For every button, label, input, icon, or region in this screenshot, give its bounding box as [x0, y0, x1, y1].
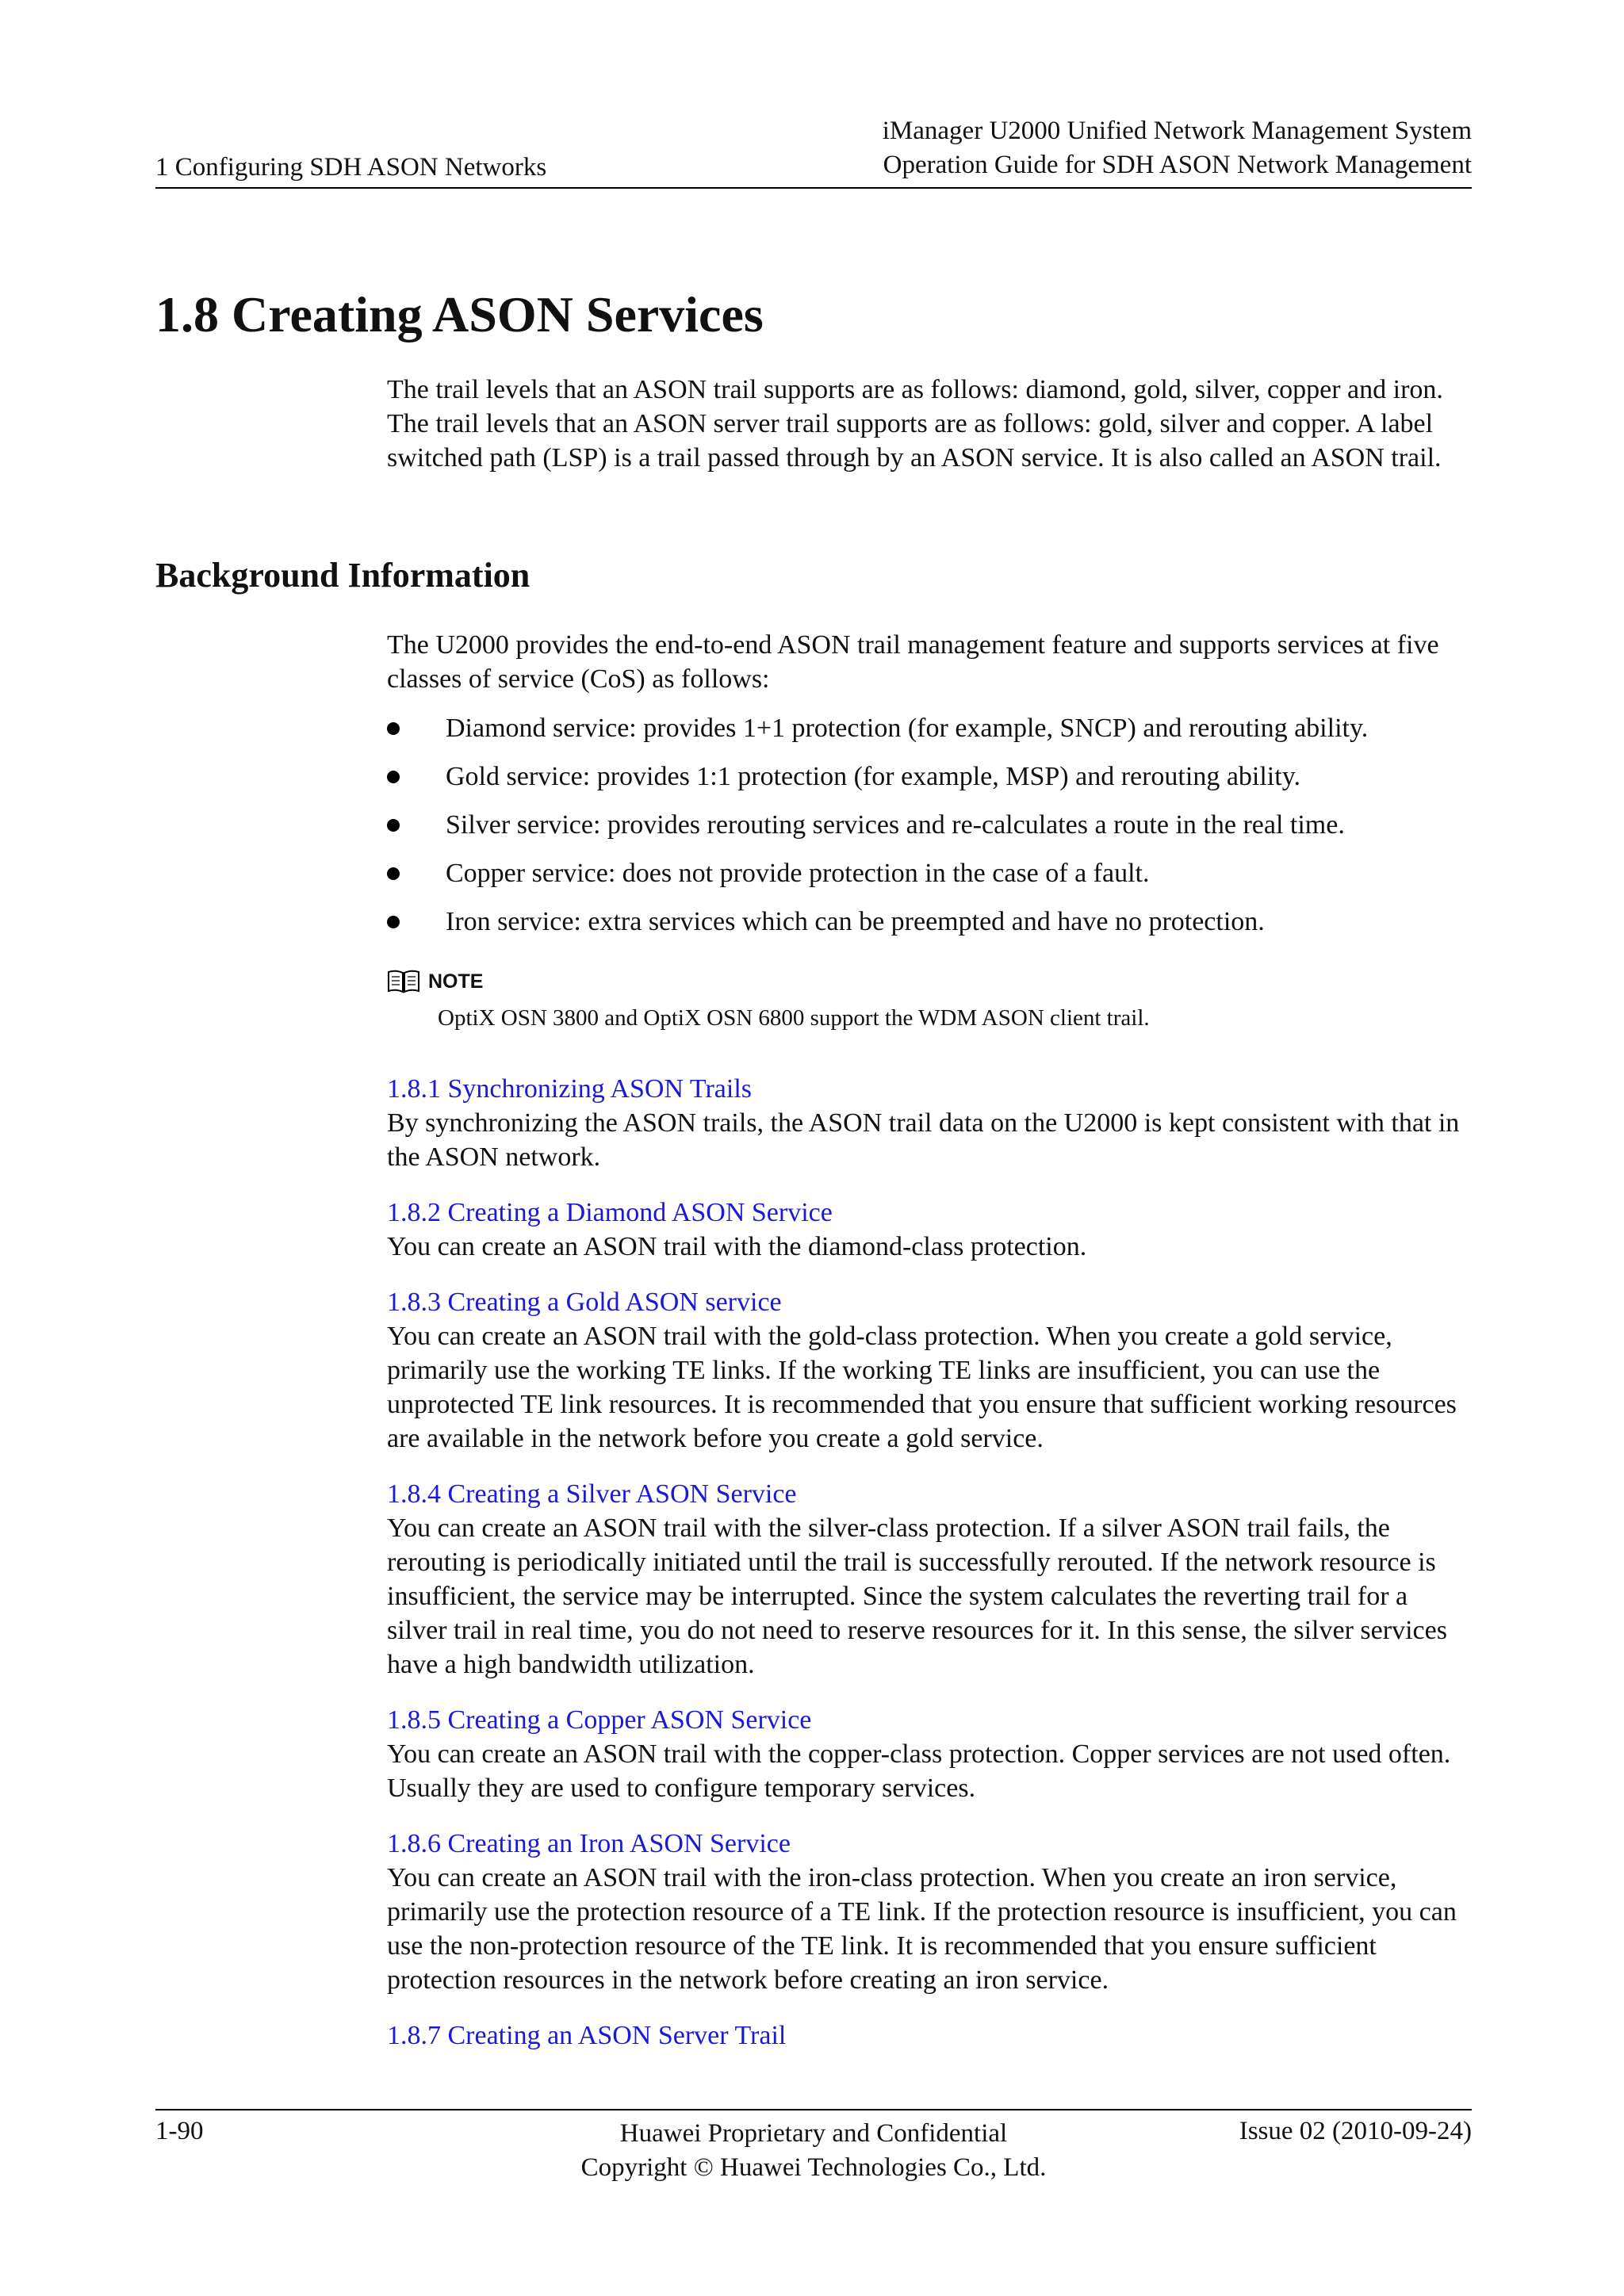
note-header	[387, 969, 1473, 994]
book-icon	[387, 969, 420, 994]
subsection-link-gold[interactable]: 1.8.3 Creating a Gold ASON service	[387, 1288, 782, 1317]
page-title: 1.8 Creating ASON Services	[155, 286, 764, 342]
subsection-item	[387, 1285, 1473, 1456]
subsection-link-synchronizing[interactable]: 1.8.1 Synchronizing ASON Trails	[387, 1074, 752, 1104]
subsection-description: You can create an ASON trail with the diamond-class protection.	[387, 1232, 1087, 1261]
issue-date: Issue 02 (2010-09-24)	[1239, 2117, 1472, 2145]
footer-copyright-line: Copyright © Huawei Technologies Co., Ltd.	[580, 2153, 1047, 2182]
bullet-icon	[387, 819, 400, 832]
subsection-link-silver[interactable]: 1.8.4 Creating a Silver ASON Service	[387, 1479, 797, 1509]
header-product-line1: iManager U2000 Unified Network Management System	[882, 117, 1472, 145]
bullet-icon	[387, 722, 400, 735]
page-header	[155, 119, 1472, 189]
list-item	[387, 709, 1473, 757]
list-item-text: Copper service: does not provide protection in the case of a fault.	[446, 859, 1150, 888]
subsection-item	[387, 1477, 1473, 1682]
bullet-icon	[387, 867, 400, 880]
cos-list	[387, 709, 1473, 951]
list-item	[387, 757, 1473, 806]
note-box	[387, 969, 1473, 1031]
note-text: OptiX OSN 3800 and OptiX OSN 6800 support the WDM ASON client trail.	[438, 1005, 1150, 1031]
subsection-description: By synchronizing the ASON trails, the ASON trail data on the U2000 is kept consistent with that in the ASON network.	[387, 1108, 1460, 1172]
subsection-link-iron[interactable]: 1.8.6 Creating an Iron ASON Service	[387, 1829, 791, 1858]
header-product	[883, 114, 1472, 182]
subsection-description: You can create an ASON trail with the gold-class protection. When you create a gold service, primarily use the working TE links. If the working TE links are insufficient, you can use the unprotected TE link resources. It is recommended that you ensure that sufficient working resources are available in the network before you create a gold service.	[387, 1322, 1457, 1453]
page-number: 1-90	[155, 2117, 204, 2145]
subsection-link-diamond[interactable]: 1.8.2 Creating a Diamond ASON Service	[387, 1198, 833, 1227]
subsection-description: You can create an ASON trail with the copper-class protection. Copper services are not used often. Usually they are used to configure temporary services.	[387, 1739, 1451, 1803]
list-item-text: Diamond service: provides 1+1 protection (for example, SNCP) and rerouting ability.	[446, 714, 1369, 743]
list-item	[387, 806, 1473, 854]
header-chapter: 1 Configuring SDH ASON Networks	[155, 153, 547, 182]
subsection-item	[387, 1703, 1473, 1805]
note-label: NOTE	[428, 970, 484, 993]
subsection-link-copper[interactable]: 1.8.5 Creating a Copper ASON Service	[387, 1705, 812, 1735]
subsection-link-server-trail[interactable]: 1.8.7 Creating an ASON Server Trail	[387, 2021, 787, 2050]
subsection-item	[387, 2019, 1473, 2053]
footer-confidential: Huawei Proprietary and Confidential	[619, 2119, 1008, 2148]
list-item-text: Silver service: provides rerouting services and re-calculates a route in the real time.	[446, 810, 1345, 840]
bullet-icon	[387, 771, 400, 783]
list-item-text: Gold service: provides 1:1 protection (for example, MSP) and rerouting ability.	[446, 762, 1300, 791]
subsection-item	[387, 1827, 1473, 1997]
list-item-text: Iron service: extra services which can be preempted and have no protection.	[446, 907, 1265, 936]
bullet-icon	[387, 916, 400, 928]
intro-paragraph: The trail levels that an ASON trail supports are as follows: diamond, gold, silver, copper and iron. The trail levels that an ASON server trail supports are as follows: gold, silver and copper. A label switched path (LSP) is a trail passed through by an ASON service. It is also called an ASON trail.	[387, 375, 1443, 473]
subsection-description: You can create an ASON trail with the silver-class protection. If a silver ASON trail fails, the rerouting is periodically initiated until the trail is successfully rerouted. If the network resource is insufficient, the service may be interrupted. Since the system calculates the reverting trail for a silver trail in real time, you do not need to reserve resources for it. In this sense, the silver services have a high bandwidth utilization.	[387, 1513, 1447, 1679]
list-item	[387, 902, 1473, 951]
subsection-description: You can create an ASON trail with the iron-class protection. When you create an iron service, primarily use the protection resource of a TE link. If the protection resource is insufficient, you can use the non-protection resource of the TE link. It is recommended that you ensure sufficient protection resources in the network before creating an iron service.	[387, 1863, 1457, 1995]
subsection-list	[387, 1072, 1473, 2074]
header-product-line2: Operation Guide for SDH ASON Network Management	[883, 151, 1472, 179]
list-item	[387, 854, 1473, 902]
subsection-item	[387, 1072, 1473, 1174]
subsection-item	[387, 1196, 1473, 1264]
background-paragraph: The U2000 provides the end-to-end ASON trail management feature and supports services at five classes of service (CoS) as follows:	[387, 630, 1439, 694]
background-heading: Background Information	[155, 556, 530, 595]
page-footer	[155, 2109, 1472, 2190]
